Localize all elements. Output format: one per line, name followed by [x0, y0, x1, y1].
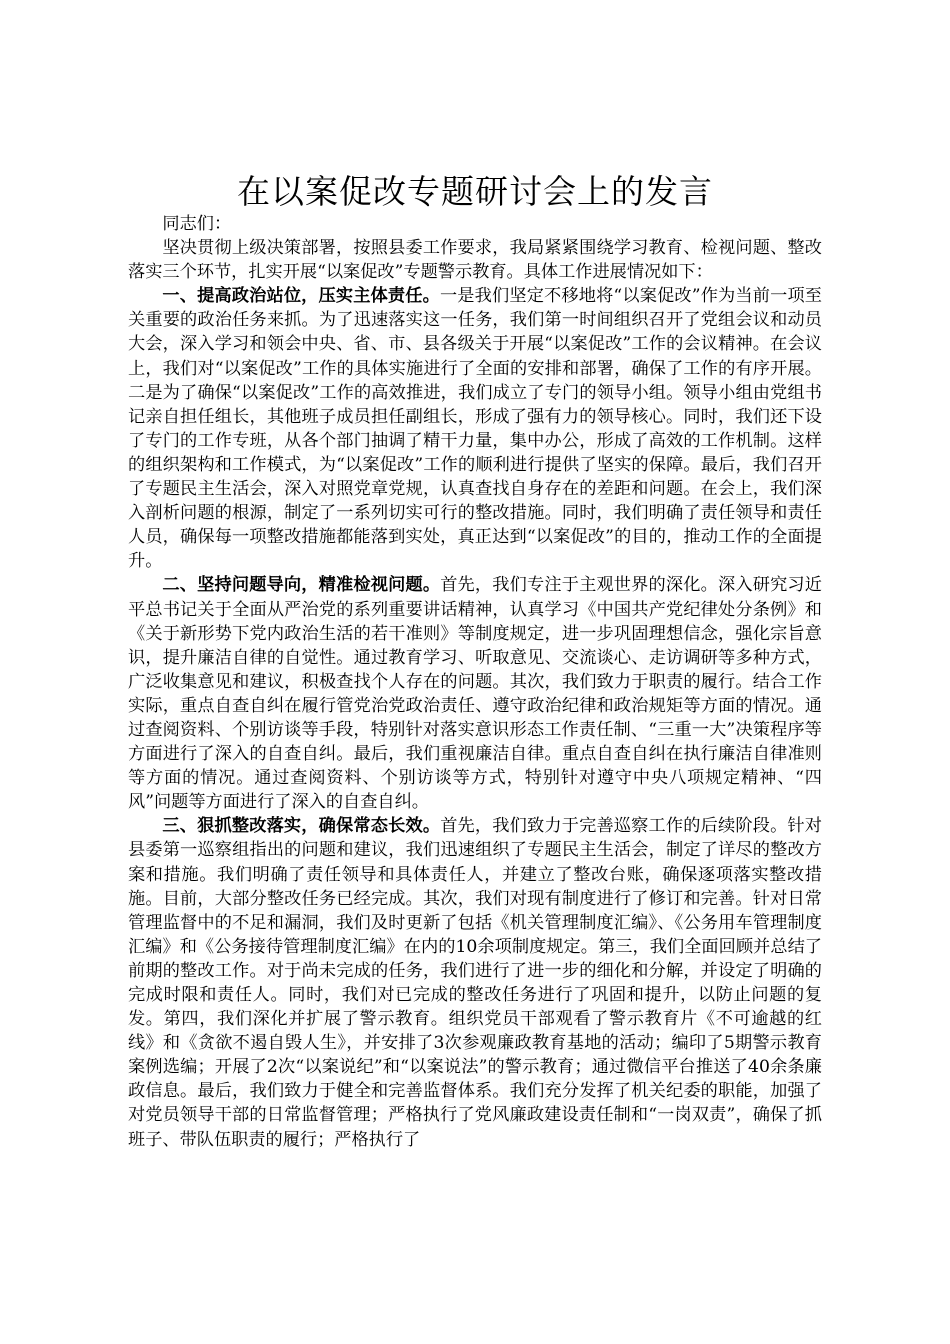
section-paragraph-2: [128, 573, 822, 814]
section-text-2: 首先，我们专注于主观世界的深化。深入研究习近平总书记关于全面从严治党的系列重要讲话精神，认真学习《中国共产党纪律处分条例》和《关于新形势下党内政治生活的若干准则》等制度规定，进一步巩固理想信念，强化宗旨意识，提升廉洁自律的自觉性。通过教育学习、听取意见、交流谈心、走访调研等多种方式，广泛收集意见和建议，积极查找个人存在的问题。其次，我们致力于职责的履行。结合工作实际，重点自查自纠在履行管党治党政治责任、遵守政治纪律和政治规矩等方面的情况。通过查阅资料、个别访谈等手段，特别针对落实意识形态工作责任制、“三重一大”决策程序等方面进行了深入的自查自纠。最后，我们重视廉洁自律。重点自查自纠在执行廉洁自律准则等方面的情况。通过查阅资料、个别访谈等方式，特别针对遵守中央八项规定精神、“四风”问题等方面进行了深入的自查自纠。: [128, 575, 822, 813]
section-heading-3: 三、狠抓整改落实，确保常态长效。: [162, 816, 441, 837]
salutation: 同志们：: [162, 214, 232, 234]
section-text-3: 首先，我们致力于完善巡察工作的后续阶段。针对县委第一巡察组指出的问题和建议，我们迅速组织了专题民主生活会，制定了详尽的整改方案和措施。我们明确了责任领导和具体责任人，并建立了整改台账，确保逐项落实整改措施。目前，大部分整改任务已经完成。其次，我们对现有制度进行了修订和完善。针对日常管理监督中的不足和漏洞，我们及时更新了包括《机关管理制度汇编》、《公务用车管理制度汇编》和《公务接待管理制度汇编》在内的10余项制度规定。第三，我们全面回顾并总结了前期的整改工作。对于尚未完成的任务，我们进行了进一步的细化和分解，并设定了明确的完成时限和责任人。同时，我们对已完成的整改任务进行了巩固和提升，以防止问题的复发。第四，我们深化并扩展了警示教育。组织党员干部观看了警示教育片《不可逾越的红线》和《贪欲不遏自毁人生》，并安排了3次参观廉政教育基地的活动；编印了5期警示教育案例选编；开展了2次“以案说纪”和“以案说法”的警示教育；通过微信平台推送了40余条廉政信息。最后，我们致力于健全和完善监督体系。我们充分发挥了机关纪委的职能，加强了对党员领导干部的日常监督管理；严格执行了党风廉政建设责任制和“一岗双责”，确保了抓班子、带队伍职责的履行；严格执行了: [128, 816, 822, 1150]
document-body: [128, 212, 822, 1152]
section-paragraph-1: [128, 284, 822, 573]
section-heading-2: 二、坚持问题导向，精准检视问题。: [162, 575, 441, 596]
section-paragraph-3: [128, 814, 822, 1151]
intro-paragraph: 坚决贯彻上级决策部署，按照县委工作要求，我局紧紧围绕学习教育、检视问题、整改落实三个环节，扎实开展“以案促改”专题警示教育。具体工作进展情况如下：: [128, 238, 822, 283]
section-heading-1: 一、提高政治站位，压实主体责任。: [162, 286, 440, 307]
document-title: 在以案促改专题研讨会上的发言: [237, 172, 713, 211]
section-text-1: 一是我们坚定不移地将“以案促改”作为当前一项至关重要的政治任务来抓。为了迅速落实这一任务，我们第一时间组织召开了党组会议和动员大会，深入学习和领会中央、省、市、县各级关于开展“以案促改”工作的会议精神。在会议上，我们对“以案促改”工作的具体实施进行了全面的安排和部署，确保了工作的有序开展。二是为了确保“以案促改”工作的高效推进，我们成立了专门的领导小组。领导小组由党组书记亲自担任组长，其他班子成员担任副组长，形成了强有力的领导核心。同时，我们还下设了专门的工作专班，从各个部门抽调了精干力量，集中办公，形成了高效的工作机制。这样的组织架构和工作模式，为“以案促改”工作的顺利进行提供了坚实的保障。最后，我们召开了专题民主生活会，深入对照党章党规，认真查找自身存在的差距和问题。在会上，我们深入剖析问题的根源，制定了一系列切实可行的整改措施。同时，我们明确了责任领导和责任人员，确保每一项整改措施都能落到实处，真正达到“以案促改”的目的，推动工作的全面提升。: [128, 286, 822, 572]
